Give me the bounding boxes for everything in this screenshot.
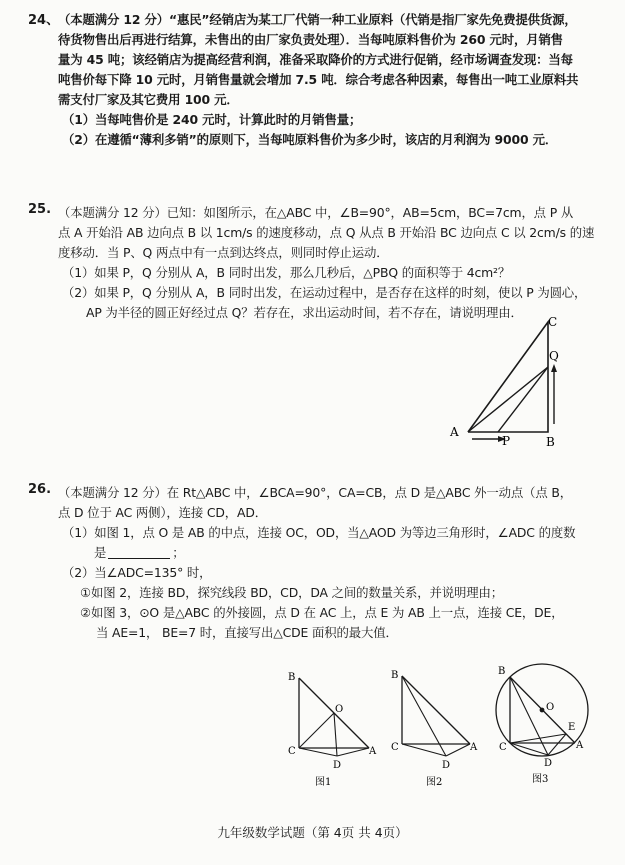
q24-line-3: 量为 45 吨；该经销店为提高经营利润，准备采取降价的方式进行促销，经市场调查发现：当每 xyxy=(58,52,573,67)
fig3-label-C: C xyxy=(499,742,507,753)
fig3-label-B: B xyxy=(498,666,506,677)
fig2-label-A: A xyxy=(470,742,478,753)
label-P: P xyxy=(502,434,511,448)
q25-sub-1: （1）如果 P，Q 分别从 A，B 同时出发，那么几秒后，△PBQ 的面积等于 4cm²？ xyxy=(62,265,511,280)
label-C: C xyxy=(548,315,558,329)
q24-line-5: 需支付厂家及其它费用 100 元． xyxy=(58,92,239,107)
q26-line-1: （本题满分 12 分）在 Rt△ABC 中，∠BCA=90°，CA=CB，点 D 是△ABC 外一动点（点 B， xyxy=(58,485,572,500)
q26-sub-1b xyxy=(94,543,185,561)
q24-line-2: 待货物售出后再进行结算，未售出的由厂家负责处理）．当每吨原料售价为 260 元时，月销售 xyxy=(58,32,563,47)
q24-line-4: 吨售价每下降 10 元时，月销售量就会增加 7.5 吨．综合考虑各种因素，每售出一吨工业原料共 xyxy=(58,72,579,87)
fig1-label-A: A xyxy=(369,746,377,757)
q26-figure-1 xyxy=(285,668,380,788)
question-25-number: 25. xyxy=(28,202,52,217)
answer-blank xyxy=(108,546,170,559)
label-Q: Q xyxy=(549,349,559,363)
q25-line-1: （本题满分 12 分）已知：如图所示，在△ABC 中，∠B=90°，AB=5cm，BC=7cm，点 P 从 xyxy=(58,205,574,220)
label-A: A xyxy=(450,425,459,439)
question-26-number: 26. xyxy=(28,482,52,497)
q26-sub-2-2a: ②如图 3，⊙O 是△ABC 的外接圆，点 D 在 AC 上，点 E 为 AB 上一点，连接 CE，DE， xyxy=(80,605,564,620)
fig2-label-B: B xyxy=(391,670,399,681)
q26-sub-2-2b: 当 AE=1， BE=7 时，直接写出△CDE 面积的最大值． xyxy=(96,625,398,640)
fig2-label-D: D xyxy=(442,760,451,771)
fig1-label-D: D xyxy=(333,760,342,771)
fig1-caption: 图1 xyxy=(315,777,332,788)
fig1-label-C: C xyxy=(288,746,296,757)
q26-sub-2-1: ①如图 2，连接 BD，探究线段 BD，CD，DA 之间的数量关系，并说明理由； xyxy=(80,585,503,600)
question-24-number: 24、 xyxy=(28,13,60,28)
q26-sub-1b-post: ； xyxy=(172,545,185,560)
q26-line-2: 点 D 位于 AC 两侧），连接 CD，AD． xyxy=(58,505,268,520)
q25-sub-2a: （2）如果 P，Q 分别从 A，B 同时出发，在运动过程中，是否存在这样的时刻，使以 P 为圆心， xyxy=(62,285,587,300)
fig2-caption: 图2 xyxy=(426,777,443,788)
q25-line-2: 点 A 开始沿 AB 边向点 B 以 1cm/s 的速度移动，点 Q 从点 B 开始沿 BC 边向点 C 以 2cm/s 的速 xyxy=(58,225,595,240)
q26-figure-3 xyxy=(486,658,598,788)
fig3-label-O: O xyxy=(546,702,555,713)
q26-sub-2: （2）当∠ADC=135° 时， xyxy=(62,565,212,580)
q26-figure-2 xyxy=(388,668,478,788)
q25-sub-2b: AP 为半径的圆正好经过点 Q？若存在，求出运动时间，若不存在，请说明理由． xyxy=(86,305,523,320)
fig1-label-B: B xyxy=(288,672,296,683)
fig3-label-A: A xyxy=(576,740,584,751)
q25-triangle-figure xyxy=(440,312,570,452)
page-footer: 九年级数学试题（第 4页 共 4页） xyxy=(217,825,408,840)
fig2-label-C: C xyxy=(391,742,399,753)
q26-sub-1a: （1）如图 1，点 O 是 AB 的中点，连接 OC，OD，当△AOD 为等边三角形时，∠ADC 的度数 xyxy=(62,525,576,540)
label-B: B xyxy=(546,435,555,449)
q26-sub-1b-pre: 是 xyxy=(94,545,107,560)
q25-line-3: 度移动．当 P、Q 两点中有一点到达终点，则同时停止运动． xyxy=(58,245,389,260)
q24-line-1: （本题满分 12 分）“惠民”经销店为某工厂代销一种工业原料（代销是指厂家先免费提供货源， xyxy=(58,12,577,27)
q24-sub-2: （2）在遵循“薄利多销”的原则下，当每吨原料售价为多少时，该店的月利润为 9000 元． xyxy=(62,132,558,147)
fig3-label-D: D xyxy=(544,758,553,769)
fig3-caption: 图3 xyxy=(532,774,549,785)
fig1-label-O: O xyxy=(335,704,344,715)
q24-sub-1: （1）当每吨售价是 240 元时，计算此时的月销售量； xyxy=(62,112,362,127)
fig3-label-E: E xyxy=(568,722,576,733)
